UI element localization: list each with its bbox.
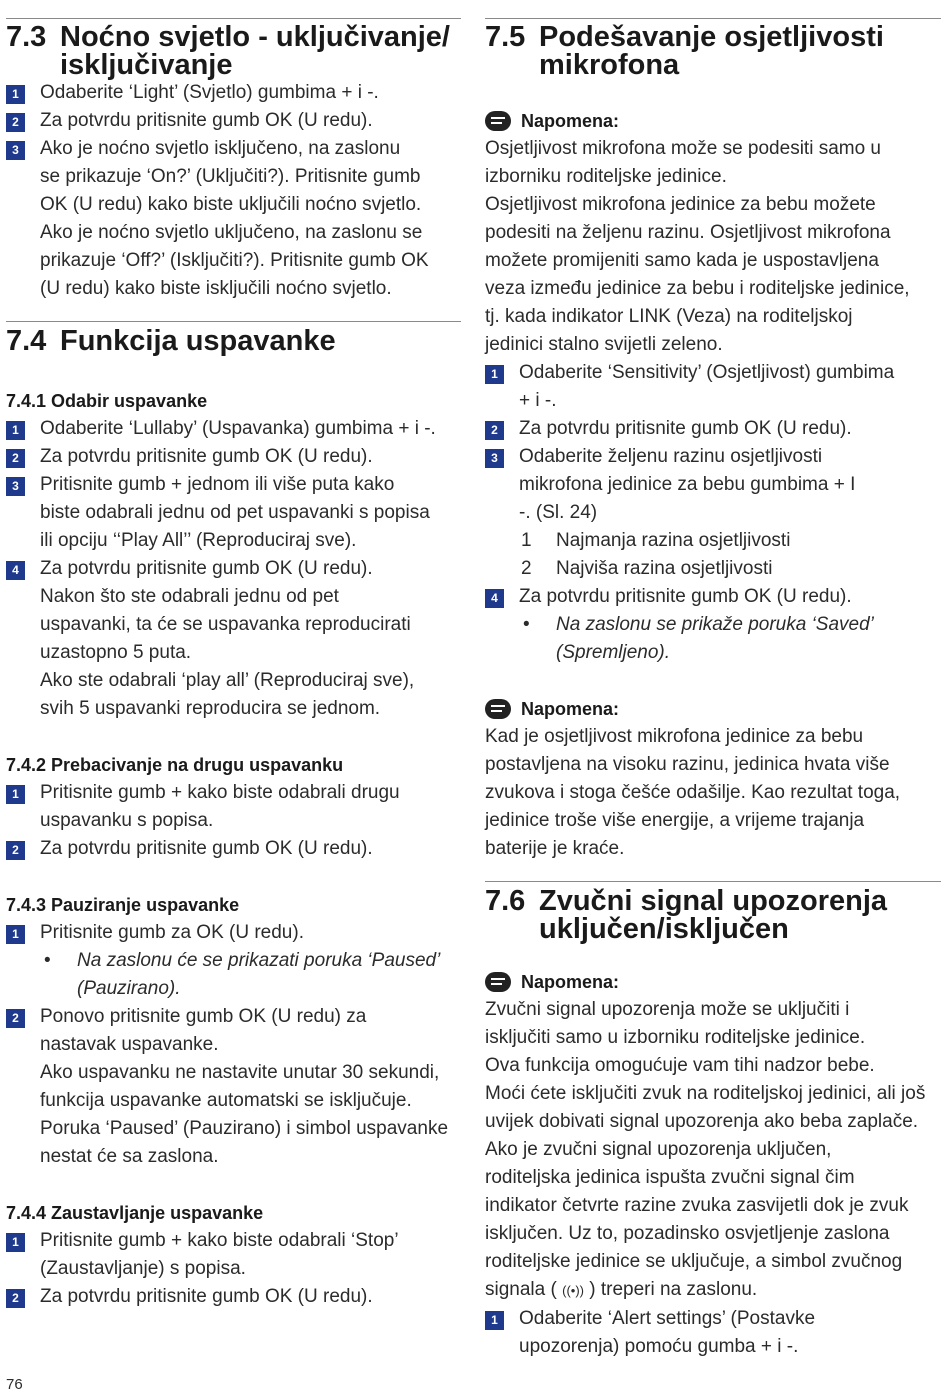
bullet-item [485,611,941,667]
step-number-badge: 1 [6,925,25,944]
step-text: Odaberite željenu razinu osjetljivosti [519,446,823,467]
step-item [485,1305,941,1361]
step-number-badge: 1 [485,365,504,384]
step-number-badge: 3 [485,449,504,468]
step-text: -. (Sl. 24) [519,502,598,523]
note-label: Napomena: [521,111,620,131]
step-text: Pritisnite gumb + kako biste odabrali drugu [40,782,400,803]
paragraph-line: Ako je zvučni signal upozorenja uključen, [485,1139,832,1160]
step-item [6,443,461,471]
heading-7-6 [485,887,941,943]
subheading-7-4-1: 7.4.1 Odabir uspavanke [6,391,208,411]
step-item [6,1003,461,1171]
spacer [6,723,461,751]
step-text: uspavanku s popisa. [40,810,214,831]
heading-number: 7.3 [6,21,47,53]
page-number: 76 [6,1376,23,1393]
signal-text-pre: signala ( [485,1279,557,1300]
step-number-badge: 2 [6,841,25,860]
bullet-text: Na zaslonu će se prikazati poruka ‘Paused’ [77,950,441,971]
step-number-badge: 4 [6,561,25,580]
step-item [485,443,941,527]
step-item [485,583,941,611]
step-text: Za potvrdu pritisnite gumb OK (U redu). [40,110,373,131]
step-text: Pritisnite gumb za OK (U redu). [40,922,304,943]
note-heading [485,107,941,135]
sound-signal-icon: ((•)) [562,1283,584,1298]
step-number-badge: 1 [485,1311,504,1330]
step-item [485,359,941,415]
note-text: postavljena na visoku razinu, jedinica hvata više [485,754,890,775]
heading-number: 7.5 [485,21,526,53]
sub-item-text: Najviša razina osjetljivosti [556,558,773,579]
heading-line: uključen/isključen [539,913,789,945]
note-heading [485,695,941,723]
step-item [6,1283,461,1311]
note-icon [485,111,511,131]
paragraph-line: uvijek dobivati signal upozorenja ako beba zaplače. [485,1111,919,1132]
step-text: Ponovo pritisnite gumb OK (U redu) za [40,1006,367,1027]
step-number-badge: 2 [6,1289,25,1308]
heading-line: Funkcija uspavanke [60,325,336,357]
paragraph-line: indikator četvrte razine zvuka zasvijetli dok je zvuk [485,1195,909,1216]
step-text: Pritisnite gumb + jednom ili više puta kako [40,474,395,495]
sub-item [485,527,941,555]
step-text: Odaberite ‘Sensitivity’ (Osjetljivost) gumbima [519,362,895,383]
step-text: Odaberite ‘Light’ (Svjetlo) gumbima + i -. [40,82,379,103]
step-text: nestat će sa zaslona. [40,1146,219,1167]
step-number-badge: 3 [6,477,25,496]
note-heading [485,968,941,996]
step-item [6,471,461,555]
spacer [6,1171,461,1199]
step-text: Ako je noćno svjetlo isključeno, na zaslonu [40,138,401,159]
sub-item-number: 2 [521,558,532,579]
spacer [485,667,941,695]
step-text: svih 5 uspavanki reproducira se jednom. [40,698,381,719]
heading-number: 7.6 [485,885,526,917]
step-text: (U redu) kako biste isključili noćno svjetlo. [40,278,392,299]
sub-item-number: 1 [521,530,532,551]
step-number-badge: 2 [6,449,25,468]
subheading-7-4-2: 7.4.2 Prebacivanje na drugu uspavanku [6,755,344,775]
spacer [485,943,941,968]
step-text: Ako je noćno svjetlo uključeno, na zaslonu se [40,222,423,243]
step-text: Za potvrdu pritisnite gumb OK (U redu). [40,838,373,859]
section-divider [6,321,461,322]
step-text: Za potvrdu pritisnite gumb OK (U redu). [40,1286,373,1307]
heading-line: mikrofona [539,49,680,81]
step-text: prikazuje ‘Off?’ (Isključiti?). Pritisnite gumb OK [40,250,429,271]
bullet-dot: • [44,950,51,971]
paragraph-line: jedinici stalno svijetli zeleno. [485,334,723,355]
note-label: Napomena: [521,972,620,992]
sub-item-text: Najmanja razina osjetljivosti [556,530,791,551]
left-column [6,18,461,1311]
step-item [6,835,461,863]
step-text: Odaberite ‘Alert settings’ (Postavke [519,1308,816,1329]
spacer [6,863,461,891]
step-number-badge: 1 [6,785,25,804]
paragraph-line: podesiti na željenu razinu. Osjetljivost mikrofona [485,222,891,243]
spacer [6,367,461,387]
paragraph-line: tj. kada indikator LINK (Veza) na roditeljskoj [485,306,853,327]
section-divider [485,18,941,19]
paragraph-line: Moći ćete isključiti zvuk na roditeljskoj jedinici, ali još [485,1083,926,1104]
step-item [6,107,461,135]
paragraph-line [485,1276,941,1305]
heading-line: Zvučni signal upozorenja [539,885,888,917]
subheading-7-4-4: 7.4.4 Zaustavljanje uspavanke [6,1203,264,1223]
step-text: uzastopno 5 puta. [40,642,192,663]
step-text: Za potvrdu pritisnite gumb OK (U redu). [519,586,852,607]
step-item [6,135,461,303]
note-icon [485,699,511,719]
note-label: Napomena: [521,699,620,719]
bullet-text: (Pauzirano). [77,978,181,999]
step-text: ili opciju ‘‘Play All’’ (Reproduciraj sve). [40,530,357,551]
step-text: funkcija uspavanke automatski se isključuje. [40,1090,412,1111]
note-text: Zvučni signal upozorenja može se uključiti i [485,999,850,1020]
step-text: biste odabrali jednu od pet uspavanki s popisa [40,502,430,523]
paragraph-line: Ova funkcija omogućuje vam tihi nadzor bebe. [485,1055,875,1076]
step-text: Za potvrdu pritisnite gumb OK (U redu). [519,418,852,439]
bullet-text: (Spremljeno). [556,642,671,663]
bullet-item [6,947,461,1003]
step-text: (Zaustavljanje) s popisa. [40,1258,246,1279]
step-text: upozorenja) pomoću gumba + i -. [519,1336,799,1357]
step-item [6,1227,461,1283]
paragraph-line: veza između jedinice za bebu i roditeljske jedinice, [485,278,910,299]
heading-7-3 [6,23,461,79]
step-text: Pritisnite gumb + kako biste odabrali ‘Stop’ [40,1230,399,1251]
step-number-badge: 2 [485,421,504,440]
note-icon [485,972,511,992]
step-item [6,79,461,107]
bullet-text: Na zaslonu se prikaže poruka ‘Saved’ [556,614,874,635]
step-item [6,415,461,443]
step-text: Za potvrdu pritisnite gumb OK (U redu). [40,558,373,579]
step-text: + i -. [519,390,557,411]
right-column [485,18,941,1361]
note-text: Osjetljivost mikrofona može se podesiti samo u [485,138,881,159]
bullet-dot: • [523,614,530,635]
step-text: Za potvrdu pritisnite gumb OK (U redu). [40,446,373,467]
step-number-badge: 1 [6,1233,25,1252]
step-text: Ako uspavanku ne nastavite unutar 30 sekundi, [40,1062,440,1083]
subheading-7-4-3: 7.4.3 Pauziranje uspavanke [6,895,240,915]
sub-item [485,555,941,583]
step-item [6,555,461,723]
step-text: Nakon što ste odabrali jednu od pet [40,586,339,607]
heading-7-5 [485,23,941,79]
spacer [485,79,941,107]
step-number-badge: 1 [6,85,25,104]
step-item [6,779,461,835]
section-divider [485,881,941,882]
step-text: mikrofona jedinice za bebu gumbima + I [519,474,856,495]
step-text: nastavak uspavanke. [40,1034,219,1055]
heading-number: 7.4 [6,325,47,357]
step-number-badge: 4 [485,589,504,608]
step-text: OK (U redu) kako biste uključili noćno svjetlo. [40,194,422,215]
step-number-badge: 1 [6,421,25,440]
step-number-badge: 2 [6,113,25,132]
heading-7-4 [6,327,461,355]
paragraph-line: isključen. Uz to, pozadinsko osvjetljenje zaslona [485,1223,890,1244]
note-text: baterije je kraće. [485,838,625,859]
paragraph-line: roditeljske jedinice se uključuje, a simbol zvučnog [485,1251,903,1272]
step-item [485,415,941,443]
heading-line: Podešavanje osjetljivosti [539,21,884,53]
note-text: izborniku roditeljske jedinice. [485,166,727,187]
step-text: Odaberite ‘Lullaby’ (Uspavanka) gumbima + i -. [40,418,436,439]
note-text: isključiti samo u izborniku roditeljske jedinice. [485,1027,866,1048]
step-text: uspavanki, ta će se uspavanka reproducirati [40,614,411,635]
signal-text-post: ) treperi na zaslonu. [589,1279,758,1300]
note-text: Kad je osjetljivost mikrofona jedinice za bebu [485,726,864,747]
paragraph-line: Osjetljivost mikrofona jedinice za bebu možete [485,194,876,215]
heading-line: isključivanje [60,49,233,81]
paragraph-line: roditeljska jedinica ispušta zvučni signal čim [485,1167,855,1188]
step-text: Poruka ‘Paused’ (Pauzirano) i simbol uspavanke [40,1118,449,1139]
heading-line: Noćno svjetlo - uključivanje/ [60,21,450,53]
step-number-badge: 2 [6,1009,25,1028]
step-item [6,919,461,947]
paragraph-line: možete promijeniti samo kada je uspostavljena [485,250,879,271]
step-number-badge: 3 [6,141,25,160]
note-text: zvukova i stoga češće odašilje. Kao rezultat toga, [485,782,901,803]
step-text: Ako ste odabrali ‘play all’ (Reproduciraj sve), [40,670,415,691]
note-text: jedinice troše više energije, a vrijeme trajanja [485,810,865,831]
step-text: se prikazuje ‘On?’ (Uključiti?). Pritisnite gumb [40,166,421,187]
section-divider [6,18,461,19]
